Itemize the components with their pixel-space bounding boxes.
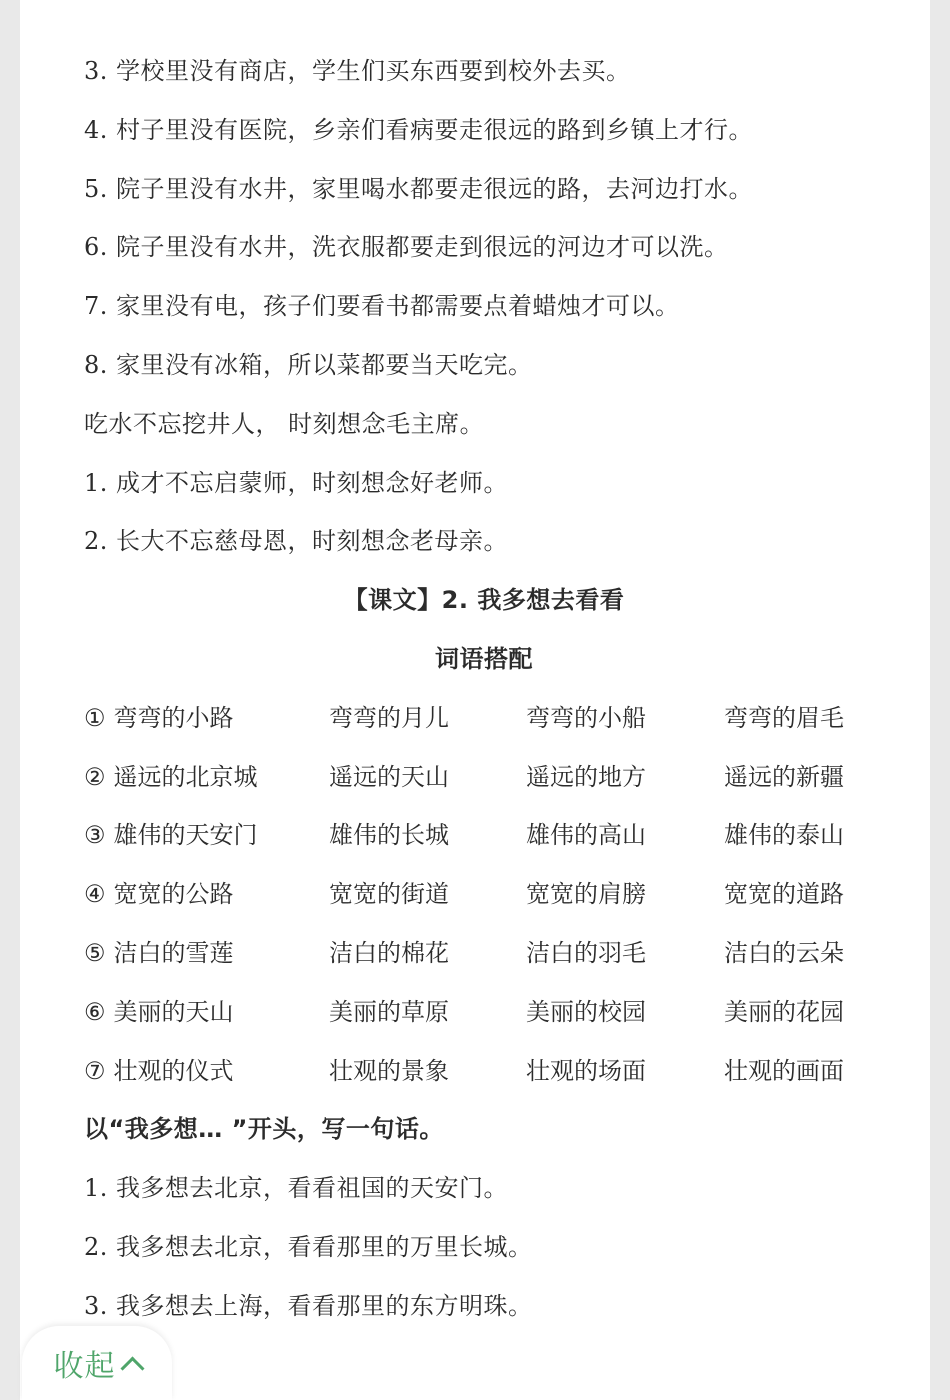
phrase-grid	[84, 689, 884, 1101]
text-line: 3. 学校里没有商店，学生们买东西要到校外去买。	[84, 57, 631, 85]
phrase-cell	[84, 1042, 234, 1101]
phrase-text: 美丽的天山	[113, 997, 234, 1026]
text-line: 2. 长大不忘慈母恩，时刻想念老母亲。	[84, 527, 509, 556]
phrase-cell: 遥远的新疆	[724, 762, 844, 791]
lesson-title: 【课文】2. 我多想去看看	[343, 586, 625, 615]
phrase-cell: 美丽的花园	[724, 997, 844, 1026]
text-line: 7. 家里没有电，孩子们要看书都需要点着蜡烛才可以。	[84, 292, 680, 321]
phrase-row	[84, 865, 884, 924]
phrase-cell	[84, 806, 258, 865]
phrase-cell	[84, 748, 258, 807]
collapse-label: 收起	[53, 1349, 116, 1384]
phrase-cell: 弯弯的月儿	[329, 703, 449, 732]
text-line: 吃水不忘挖井人， 时刻想念毛主席。	[84, 409, 485, 438]
row-number: ⑤	[84, 938, 106, 967]
sentence-prompt: 以“我多想… ”开头，写一句话。	[84, 1115, 444, 1144]
row-number: ②	[84, 762, 106, 791]
text-line: 4. 村子里没有医院，乡亲们看病要走很远的路到乡镇上才行。	[84, 115, 754, 144]
phrase-row	[84, 983, 884, 1042]
phrase-row	[84, 806, 884, 865]
section-title: 词语搭配	[435, 644, 533, 673]
text-line: 2. 我多想去北京，看看那里的万里长城。	[84, 1232, 533, 1261]
document-content	[84, 42, 884, 1336]
phrase-cell: 遥远的天山	[329, 762, 449, 791]
phrase-text: 壮观的仪式	[113, 1056, 234, 1085]
phrase-text: 弯弯的小路	[113, 703, 234, 732]
phrase-cell: 遥远的地方	[526, 762, 646, 791]
row-number: ④	[84, 880, 106, 909]
phrase-cell: 宽宽的道路	[724, 880, 844, 909]
phrase-cell: 宽宽的街道	[329, 880, 449, 909]
phrase-cell: 壮观的景象	[329, 1056, 449, 1085]
phrase-cell: 壮观的画面	[724, 1056, 844, 1085]
phrase-cell: 洁白的羽毛	[526, 938, 646, 967]
text-line: 6. 院子里没有水井，洗衣服都要走到很远的河边才可以洗。	[84, 233, 729, 262]
phrase-cell	[84, 865, 234, 924]
text-line: 1. 成才不忘启蒙师，时刻想念好老师。	[84, 468, 509, 497]
phrase-cell: 弯弯的眉毛	[724, 703, 844, 732]
row-number: ③	[84, 821, 106, 850]
phrase-cell: 雄伟的长城	[329, 821, 449, 850]
phrase-cell: 壮观的场面	[526, 1056, 646, 1085]
phrase-text: 洁白的雪莲	[113, 938, 234, 967]
phrase-cell: 雄伟的泰山	[724, 821, 844, 850]
phrase-row	[84, 689, 884, 748]
phrase-cell: 弯弯的小船	[526, 703, 646, 732]
phrase-cell: 洁白的云朵	[724, 938, 844, 967]
row-number: ⑦	[84, 1056, 106, 1085]
phrase-row	[84, 748, 884, 807]
phrase-text: 遥远的北京城	[113, 762, 258, 791]
text-line: 5. 院子里没有水井，家里喝水都要走很远的路，去河边打水。	[84, 174, 754, 203]
chevron-up-icon	[120, 1356, 144, 1380]
text-line: 1. 我多想去北京，看看祖国的天安门。	[84, 1174, 509, 1203]
text-line: 3. 我多想去上海，看看那里的东方明珠。	[84, 1291, 533, 1320]
phrase-row	[84, 1042, 884, 1101]
phrase-cell	[84, 983, 234, 1042]
phrase-row	[84, 924, 884, 983]
row-number: ⑥	[84, 997, 106, 1026]
phrase-cell: 宽宽的肩膀	[526, 880, 646, 909]
phrase-cell	[84, 689, 234, 748]
phrase-cell: 洁白的棉花	[329, 938, 449, 967]
phrase-text: 雄伟的天安门	[113, 821, 258, 850]
phrase-cell: 美丽的草原	[329, 997, 449, 1026]
row-number: ①	[84, 703, 106, 732]
phrase-text: 宽宽的公路	[113, 880, 234, 909]
text-line: 8. 家里没有冰箱，所以菜都要当天吃完。	[84, 350, 533, 379]
collapse-button[interactable]	[22, 1326, 172, 1400]
phrase-cell	[84, 924, 234, 983]
document-page	[20, 0, 930, 1400]
phrase-cell: 雄伟的高山	[526, 821, 646, 850]
phrase-cell: 美丽的校园	[526, 997, 646, 1026]
